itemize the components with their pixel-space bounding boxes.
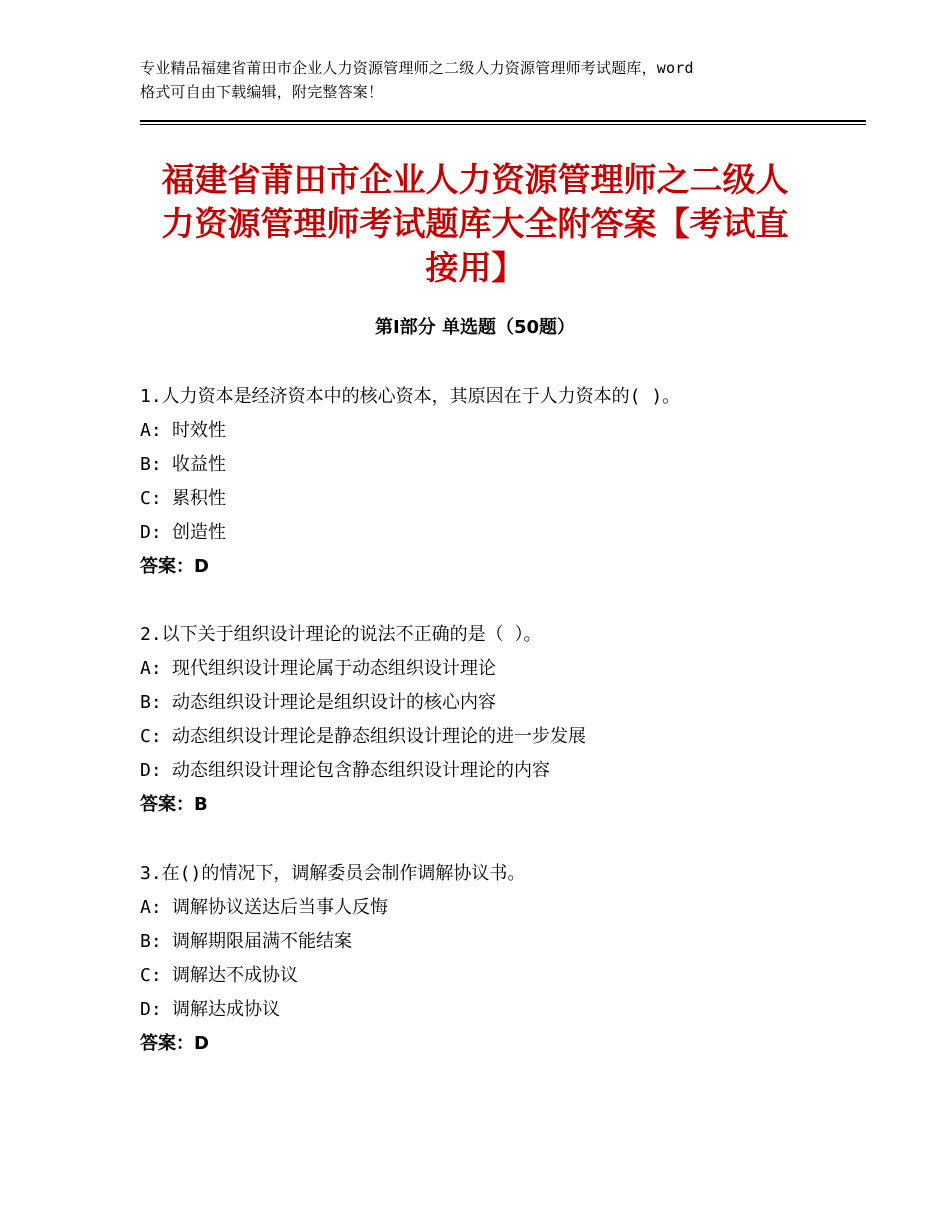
option-letter: D: (140, 522, 162, 543)
question-block (140, 618, 840, 822)
option-letter: B: (140, 454, 162, 475)
option-text: 调解期限届满不能结案 (172, 931, 352, 952)
option-d (140, 993, 840, 1027)
option-b (140, 448, 840, 482)
option-text: 调解达成协议 (172, 999, 280, 1020)
option-letter: D: (140, 999, 162, 1020)
option-a (140, 891, 840, 925)
answer-line: 答案：D (140, 1033, 209, 1054)
header-divider-thick (140, 120, 866, 122)
option-text: 时效性 (172, 420, 226, 441)
option-letter: D: (140, 760, 162, 781)
option-text: 动态组织设计理论包含静态组织设计理论的内容 (172, 760, 550, 781)
document-title-line-2: 力资源管理师考试题库大全附答案【考试直 (161, 204, 789, 243)
answer-line: 答案：B (140, 794, 208, 815)
question-block (140, 857, 840, 1061)
option-letter: B: (140, 931, 162, 952)
document-title-line-3: 接用】 (425, 248, 525, 287)
document-title (140, 158, 810, 290)
option-c (140, 482, 840, 516)
question-stem: 2.以下关于组织设计理论的说法不正确的是（ ）。 (140, 624, 542, 645)
option-letter: A: (140, 420, 162, 441)
option-text: 动态组织设计理论是静态组织设计理论的进一步发展 (172, 726, 586, 747)
question-block (140, 380, 840, 584)
option-c (140, 720, 840, 754)
section-title: 第Ⅰ部分 单选题（50题） (374, 317, 575, 338)
option-d (140, 754, 840, 788)
header-divider-thin (140, 124, 866, 125)
option-text: 现代组织设计理论属于动态组织设计理论 (172, 658, 496, 679)
option-text: 累积性 (172, 488, 226, 509)
option-text: 调解达不成协议 (172, 965, 298, 986)
document-title-line-1: 福建省莆田市企业人力资源管理师之二级人 (161, 160, 789, 199)
option-letter: A: (140, 897, 162, 918)
option-letter: A: (140, 658, 162, 679)
option-b (140, 925, 840, 959)
option-letter: C: (140, 488, 162, 509)
option-text: 收益性 (172, 454, 226, 475)
header-note-line-2: 格式可自由下载编辑，附完整答案！ (140, 83, 384, 101)
option-text: 调解协议送达后当事人反悔 (172, 897, 388, 918)
option-text: 创造性 (172, 522, 226, 543)
header-note (140, 56, 840, 104)
option-d (140, 516, 840, 550)
option-b (140, 686, 840, 720)
option-a (140, 652, 840, 686)
header-note-line-1: 专业精品福建省莆田市企业人力资源管理师之二级人力资源管理师考试题库，word (140, 59, 694, 77)
option-letter: B: (140, 692, 162, 713)
answer-line: 答案：D (140, 556, 209, 577)
question-stem: 3.在()的情况下，调解委员会制作调解协议书。 (140, 863, 526, 884)
question-stem: 1.人力资本是经济资本中的核心资本，其原因在于人力资本的( )。 (140, 386, 681, 407)
option-letter: C: (140, 965, 162, 986)
option-c (140, 959, 840, 993)
option-a (140, 414, 840, 448)
option-text: 动态组织设计理论是组织设计的核心内容 (172, 692, 496, 713)
option-letter: C: (140, 726, 162, 747)
